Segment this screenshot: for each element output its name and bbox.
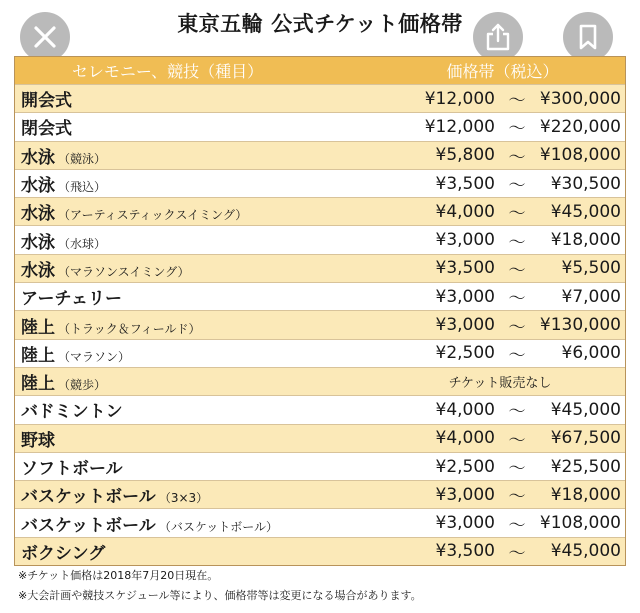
table-row xyxy=(15,339,625,367)
price-min: ¥3,500 xyxy=(435,173,495,194)
range-separator: 〜 xyxy=(508,515,526,536)
event-name: 閉会式 xyxy=(21,119,72,140)
event-cell xyxy=(15,114,345,139)
event-name: バドミントン xyxy=(21,402,123,423)
range-separator: 〜 xyxy=(508,487,526,508)
range-separator: 〜 xyxy=(508,147,526,168)
table-row xyxy=(15,197,625,225)
bookmark-button[interactable] xyxy=(563,12,613,62)
range-separator: 〜 xyxy=(508,91,526,112)
event-subtype: （水球） xyxy=(58,236,107,251)
table-row xyxy=(15,225,625,253)
price-min: ¥2,500 xyxy=(435,456,495,477)
bookmark-icon xyxy=(577,24,599,50)
event-cell xyxy=(15,426,345,451)
price-min: ¥3,500 xyxy=(435,541,495,562)
page-title: 東京五輪 公式チケット価格帯 xyxy=(177,12,463,36)
table-row xyxy=(15,84,625,112)
table-row xyxy=(15,254,625,282)
price-min: ¥2,500 xyxy=(435,343,495,364)
range-separator: 〜 xyxy=(508,402,526,423)
price-max: ¥18,000 xyxy=(550,484,621,505)
table-row xyxy=(15,537,625,565)
table-row xyxy=(15,112,625,140)
price-min: ¥3,000 xyxy=(435,315,495,336)
price-min: ¥3,500 xyxy=(435,258,495,279)
price-max: ¥220,000 xyxy=(539,116,621,137)
event-name: 陸上 xyxy=(21,345,55,366)
event-cell xyxy=(15,539,345,564)
event-subtype: （マラソン） xyxy=(58,349,131,364)
price-max: ¥67,500 xyxy=(550,428,621,449)
price-min: ¥3,000 xyxy=(435,286,495,307)
event-name: 陸上 xyxy=(21,317,55,338)
price-max: ¥6,000 xyxy=(561,343,621,364)
event-name: ボクシング xyxy=(21,543,106,564)
price-max: ¥130,000 xyxy=(539,315,621,336)
range-separator: 〜 xyxy=(508,204,526,225)
range-separator: 〜 xyxy=(508,289,526,310)
event-name: 開会式 xyxy=(21,91,72,112)
event-cell xyxy=(15,256,345,281)
footnote: ※大会計画や競技スケジュール等により、価格帯等は変更になる場合があります。 xyxy=(18,589,422,602)
event-cell xyxy=(15,482,345,507)
event-name: バスケットボール xyxy=(21,487,156,508)
range-separator: 〜 xyxy=(508,317,526,338)
table-row xyxy=(15,310,625,338)
event-subtype: （アーティスティックスイミング） xyxy=(58,208,248,223)
no-sale-note: チケット販売なし xyxy=(448,376,552,392)
event-name: ソフトボール xyxy=(21,459,123,479)
event-subtype: （バスケットボール） xyxy=(158,519,278,534)
event-cell xyxy=(15,511,345,536)
event-name: 野球 xyxy=(21,430,55,451)
event-cell xyxy=(15,199,345,224)
event-cell xyxy=(15,341,345,366)
event-subtype: （トラック＆フィールド） xyxy=(58,321,201,336)
price-min: ¥4,000 xyxy=(435,201,495,222)
share-button[interactable] xyxy=(473,12,523,62)
price-max: ¥108,000 xyxy=(539,145,621,166)
event-subtype: （飛込） xyxy=(58,180,107,195)
footnotes xyxy=(18,565,422,607)
price-min: ¥4,000 xyxy=(435,399,495,420)
close-button[interactable] xyxy=(20,12,70,62)
event-subtype: （競泳） xyxy=(58,151,107,166)
price-min: ¥3,000 xyxy=(435,484,495,505)
table-row xyxy=(15,424,625,452)
event-name: 陸上 xyxy=(21,374,55,395)
table-row xyxy=(15,452,625,480)
event-name: 水泳 xyxy=(21,232,55,253)
footnote: ※チケット価格は2018年7月20日現在。 xyxy=(18,569,219,582)
range-separator: 〜 xyxy=(508,260,526,281)
price-max: ¥45,000 xyxy=(550,399,621,420)
range-separator: 〜 xyxy=(508,543,526,564)
table-row xyxy=(15,169,625,197)
price-max: ¥300,000 xyxy=(539,88,621,109)
event-name: アーチェリー xyxy=(21,289,122,310)
price-max: ¥45,000 xyxy=(550,201,621,222)
table-body xyxy=(15,84,625,565)
price-max: ¥5,500 xyxy=(561,258,621,279)
event-subtype: （競歩） xyxy=(58,378,107,393)
price-max: ¥30,500 xyxy=(550,173,621,194)
event-cell xyxy=(15,284,345,309)
header-price: 価格帯（税込） xyxy=(446,62,559,81)
range-separator: 〜 xyxy=(508,459,526,479)
event-name: 水泳 xyxy=(21,176,55,197)
event-cell xyxy=(15,86,345,111)
event-cell xyxy=(15,454,345,479)
event-subtype: （マラソンスイミング） xyxy=(58,264,190,279)
price-table xyxy=(14,56,626,566)
table-row xyxy=(15,508,625,536)
event-cell xyxy=(15,171,345,196)
price-max: ¥25,500 xyxy=(550,456,621,477)
table-header xyxy=(15,57,625,84)
range-separator: 〜 xyxy=(508,232,526,253)
price-max: ¥108,000 xyxy=(539,513,621,534)
price-min: ¥12,000 xyxy=(424,116,495,137)
table-row xyxy=(15,480,625,508)
table-row xyxy=(15,367,625,395)
header-event: セレモニー、競技（種目） xyxy=(71,62,264,81)
price-min: ¥3,000 xyxy=(435,513,495,534)
range-separator: 〜 xyxy=(508,345,526,366)
table-row xyxy=(15,141,625,169)
price-min: ¥4,000 xyxy=(435,428,495,449)
event-name: 水泳 xyxy=(21,147,55,168)
event-cell xyxy=(15,369,345,394)
event-name: バスケットボール xyxy=(21,515,156,536)
event-name: 水泳 xyxy=(21,204,55,225)
table-row xyxy=(15,395,625,423)
event-cell xyxy=(15,228,345,253)
event-cell xyxy=(15,143,345,168)
range-separator: 〜 xyxy=(508,430,526,451)
close-icon xyxy=(32,24,58,50)
table-row xyxy=(15,282,625,310)
price-max: ¥7,000 xyxy=(561,286,621,307)
price-min: ¥12,000 xyxy=(424,88,495,109)
event-subtype: （3×3） xyxy=(158,491,209,506)
share-icon xyxy=(485,23,511,51)
range-separator: 〜 xyxy=(508,176,526,197)
event-cell xyxy=(15,397,345,422)
event-name: 水泳 xyxy=(21,260,55,281)
price-min: ¥3,000 xyxy=(435,230,495,251)
price-min: ¥5,800 xyxy=(435,145,495,166)
price-max: ¥45,000 xyxy=(550,541,621,562)
price-max: ¥18,000 xyxy=(550,230,621,251)
event-cell xyxy=(15,313,345,338)
range-separator: 〜 xyxy=(508,119,526,140)
